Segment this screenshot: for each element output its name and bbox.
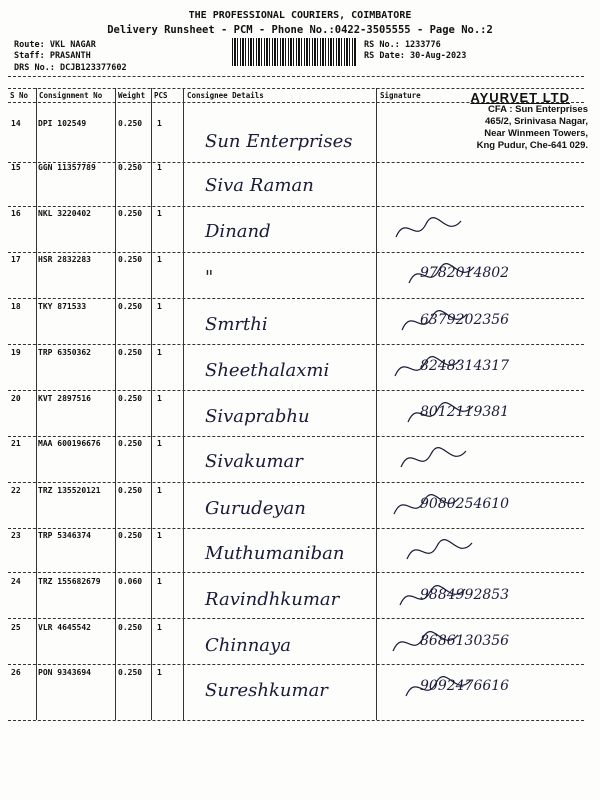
row-weight: 0.250: [118, 302, 143, 311]
consignee-handwritten: Siva Raman: [205, 175, 314, 196]
row-weight: 0.250: [118, 486, 143, 495]
consignee-handwritten: Dinand: [205, 221, 271, 242]
row-consignment: MAA 600196676: [38, 439, 101, 448]
stamp-line: CFA : Sun Enterprises: [488, 104, 588, 115]
column-rule: [183, 88, 184, 720]
row-weight: 0.250: [118, 119, 143, 128]
drs-number: DRS No.: DCJB123377602: [14, 63, 127, 73]
row-weight: 0.250: [118, 348, 143, 357]
row-divider: [8, 344, 584, 345]
consignee-handwritten: Sivaprabhu: [205, 406, 310, 427]
column-rule: [36, 88, 37, 720]
receiver-phone: 9884992853: [420, 587, 510, 603]
signature-scribble: [385, 531, 555, 571]
row-consignment: PON 9343694: [38, 668, 91, 677]
column-rule: [151, 88, 152, 720]
receiver-phone: 9092476616: [420, 678, 510, 694]
signature-scribble: [385, 209, 555, 249]
row-pcs: 1: [157, 348, 162, 357]
row-consignment: GGN 11357789: [38, 163, 96, 172]
staff-label: Staff: PRASANTH: [14, 51, 91, 61]
row-pcs: 1: [157, 668, 162, 677]
signature-scribble: [385, 302, 555, 342]
row-sno: 21: [11, 439, 21, 448]
row-sno: 16: [11, 209, 21, 218]
row-consignment: TKY 871533: [38, 302, 87, 311]
signature-scribble: [385, 577, 555, 617]
consignee-handwritten: Sivakumar: [205, 451, 303, 472]
consignee-handwritten: Smrthi: [205, 314, 268, 335]
row-pcs: 1: [157, 302, 162, 311]
company-title: THE PROFESSIONAL COURIERS, COIMBATORE: [188, 10, 412, 21]
col-consignment: Consignment No: [39, 91, 103, 100]
receiver-phone: 9080254610: [420, 496, 510, 512]
row-weight: 0.250: [118, 394, 143, 403]
row-weight: 0.250: [118, 668, 143, 677]
row-consignment: TRP 5346374: [38, 531, 91, 540]
row-consignment: DPI 102549: [38, 119, 87, 128]
runsheet-subtitle: Delivery Runsheet - PCM - Phone No.:0422-3505555 - Page No.:2: [107, 24, 493, 36]
row-pcs: 1: [157, 623, 162, 632]
row-divider: [8, 298, 584, 299]
consignee-handwritten: Sheethalaxmi: [205, 360, 330, 381]
receiver-phone: 8248314317: [420, 358, 510, 374]
row-sno: 25: [11, 623, 21, 632]
row-sno: 19: [11, 348, 21, 357]
route-label: Route: VKL NAGAR: [14, 40, 96, 50]
row-weight: 0.250: [118, 255, 143, 264]
row-weight: 0.250: [118, 531, 143, 540]
consignee-handwritten: ": [205, 267, 214, 288]
row-sno: 22: [11, 486, 21, 495]
consignee-handwritten: Chinnaya: [205, 635, 291, 656]
signature-scribble: [385, 255, 555, 295]
row-divider: [8, 206, 584, 207]
row-divider: [8, 436, 584, 437]
row-pcs: 1: [157, 119, 162, 128]
col-consignee: Consignee Details: [187, 91, 264, 100]
row-consignment: TRZ 135520121: [38, 486, 101, 495]
consignee-handwritten: Sun Enterprises: [205, 131, 353, 152]
receiver-phone: 6379202356: [420, 312, 510, 328]
receiver-phone: 9782014802: [420, 265, 510, 281]
header-divider: [8, 88, 584, 89]
row-sno: 20: [11, 394, 21, 403]
row-divider: [8, 390, 584, 391]
row-consignment: TRP 6350362: [38, 348, 91, 357]
receiver-phone: 8686130356: [420, 633, 510, 649]
row-divider: [8, 252, 584, 253]
row-consignment: HSR 2832283: [38, 255, 91, 264]
row-divider: [8, 528, 584, 529]
barcode: [232, 38, 357, 66]
row-pcs: 1: [157, 577, 162, 586]
rs-number: RS No.: 1233776: [364, 40, 441, 50]
row-sno: 17: [11, 255, 21, 264]
col-sno: S No: [10, 91, 29, 100]
consignee-handwritten: Sureshkumar: [205, 680, 328, 701]
consignee-handwritten: Gurudeyan: [205, 498, 306, 519]
stamp-line: Kng Pudur, Che-641 029.: [476, 140, 588, 151]
row-consignment: VLR 4645542: [38, 623, 91, 632]
col-pcs: PCS: [154, 91, 168, 100]
col-signature: Signature: [380, 91, 421, 100]
column-rule: [376, 88, 377, 720]
stamp-line: Near Winmeen Towers,: [484, 128, 588, 139]
col-weight: Weight: [118, 91, 146, 100]
header-divider: [8, 76, 584, 77]
row-pcs: 1: [157, 531, 162, 540]
row-consignment: NKL 3220402: [38, 209, 91, 218]
signature-scribble: [385, 486, 555, 526]
row-divider: [8, 572, 584, 573]
consignee-handwritten: Muthumaniban: [205, 543, 345, 564]
row-divider: [8, 720, 584, 721]
company-stamp: [418, 92, 588, 152]
row-weight: 0.250: [118, 623, 143, 632]
consignee-handwritten: Ravindhkumar: [205, 589, 340, 610]
row-weight: 0.250: [118, 439, 143, 448]
row-divider: [8, 664, 584, 665]
stamp-brand: AYURVET LTD: [470, 90, 570, 105]
row-pcs: 1: [157, 439, 162, 448]
signature-scribble: [385, 394, 555, 434]
row-pcs: 1: [157, 486, 162, 495]
row-weight: 0.250: [118, 209, 143, 218]
signature-scribble: [385, 668, 555, 708]
row-sno: 24: [11, 577, 21, 586]
row-pcs: 1: [157, 209, 162, 218]
row-sno: 23: [11, 531, 21, 540]
signature-scribble: [385, 348, 555, 388]
row-sno: 14: [11, 119, 21, 128]
row-divider: [8, 618, 584, 619]
row-pcs: 1: [157, 394, 162, 403]
row-consignment: KVT 2897516: [38, 394, 91, 403]
row-consignment: TRZ 155682679: [38, 577, 101, 586]
row-sno: 15: [11, 163, 21, 172]
row-divider: [8, 482, 584, 483]
row-pcs: 1: [157, 255, 162, 264]
signature-scribble: [385, 623, 555, 663]
row-sno: 18: [11, 302, 21, 311]
rs-date: RS Date: 30-Aug-2023: [364, 51, 467, 61]
stamp-line: 465/2, Srinivasa Nagar,: [485, 116, 588, 127]
receiver-phone: 8012119381: [420, 404, 510, 420]
column-rule: [115, 88, 116, 720]
row-weight: 0.250: [118, 163, 143, 172]
signature-scribble: [385, 439, 555, 479]
row-weight: 0.060: [118, 577, 143, 586]
row-pcs: 1: [157, 163, 162, 172]
row-sno: 26: [11, 668, 21, 677]
